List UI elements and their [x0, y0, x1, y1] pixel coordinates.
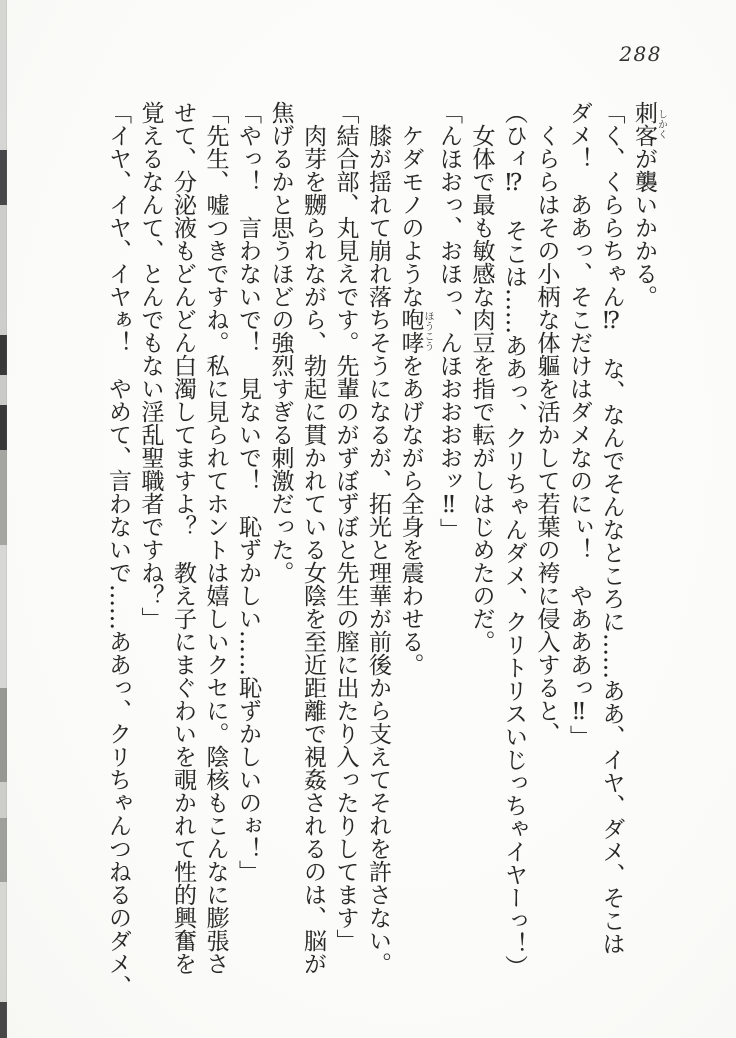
paragraph: 女体で最も敏感な肉豆を指で転がしはじめたのだ。 [468, 124, 495, 653]
paragraph: （ひィ⁉ そこは……ああっ、クリちゃんダメ、クリトリスいじっちゃイヤーっ！） [501, 101, 527, 978]
paragraph: 「く、くららちゃん⁉ な、なんでそんなところに……ああ、イヤ、ダメ、そこはダメ！ ああっ、そこだけはダメなのにぃ！ やあああっ‼」 [566, 101, 625, 955]
paragraph: 「結合部、丸見えです。先輩のがずぼずぼと先生の膣に出たり入ったりしてます」 [332, 101, 359, 952]
scan-gutter-artifact [0, 0, 7, 1038]
ruby-annotated-word: 刺客しかく [631, 101, 667, 147]
paragraph: 膝が揺れて崩れ落ちそうになるが、拓光と理華が前後から支えてそれを許さない。 [365, 124, 391, 975]
paragraph: 「んほおっ、おほっ、んほおおおおッ‼」 [436, 101, 462, 541]
paragraph: 「先生、嘘つきですね。私に見られてホントは嬉しいクセに。陰核もこんなに膨張させて、分泌液もどんどん白濁してますよ？ 教え子にまぐわいを覗かれて性的興奮を覚えるなんて、とんでもない淫乱聖職者ですね？」 [137, 101, 229, 975]
paragraph: 「イヤ、イヤ、イヤぁ！ やめて、言わないで……ああっ、クリちゃんつねるのダメ、 [105, 101, 131, 998]
paragraph: くららはその小柄な体軀を活かして若葉の袴に侵入すると、 [533, 124, 560, 745]
paragraph: 刺客しかくが襲いかかる。 [631, 101, 667, 308]
page-number: 288 [619, 42, 662, 66]
paragraph: 「やっ！ 言わないで！ 見ないで！ 恥ずかしい……恥ずかしいのぉ！」 [235, 101, 261, 883]
paragraph: ケダモノのような咆哮ほうこうをあげながら全身を震わせる。 [397, 124, 433, 676]
ruby-annotated-word: 咆哮ほうこう [397, 308, 433, 354]
text-block [102, 101, 667, 1000]
paragraph: 肉芽を嬲られながら、勃起に貫かれている女陰を至近距離で視姦されるのは、脳が焦げるかと思うほどの強烈すぎる刺激だった。 [267, 101, 326, 975]
